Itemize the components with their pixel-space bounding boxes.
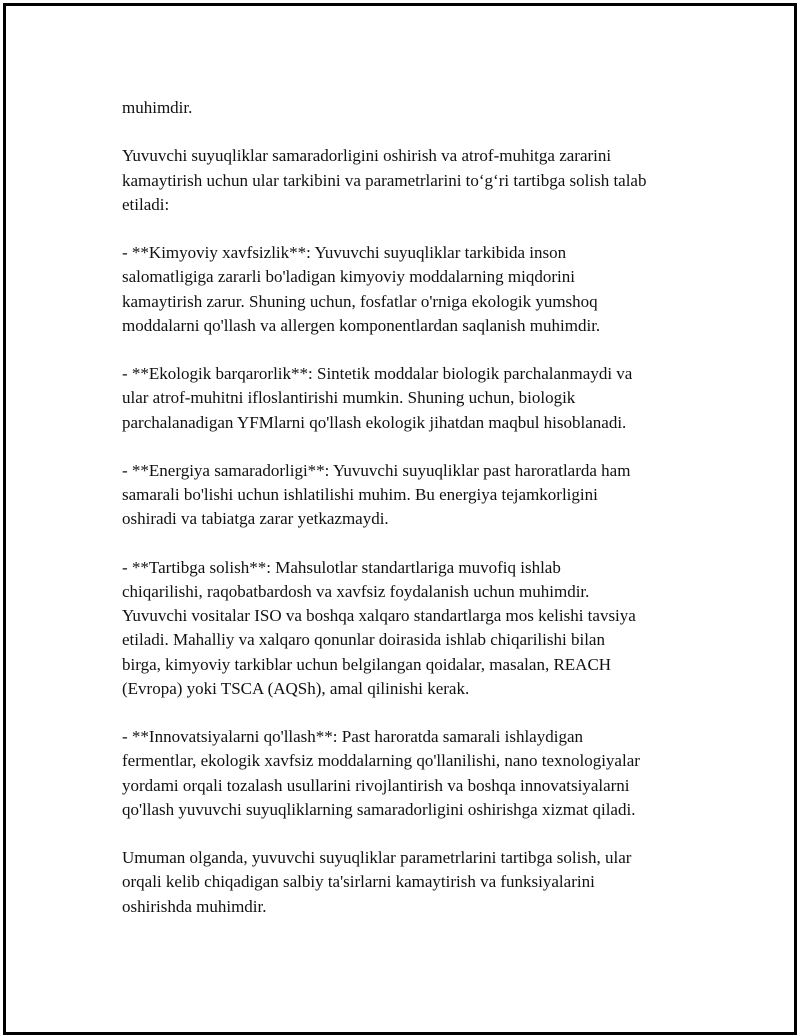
text-line: orqali kelib chiqadigan salbiy ta'sirlarni kamaytirish va funksiyalarini	[122, 872, 595, 892]
text-line: ular atrof-muhitni ifloslantirishi mumkin. Shuning uchun, biologik	[122, 388, 576, 408]
text-line: - **Kimyoviy xavfsizlik**: Yuvuvchi suyuqliklar tarkibida inson	[122, 243, 567, 263]
text-line: birga, kimyoviy tarkiblar uchun belgilangan qoidalar, masalan, REACH	[122, 654, 612, 674]
text-line: Yuvuvchi vositalar ISO va boshqa xalqaro standartlarga mos kelishi tavsiya	[122, 606, 636, 626]
text-line: - **Energiya samaradorligi**: Yuvuvchi suyuqliklar past haroratlarda ham	[122, 460, 631, 480]
text-line: - **Innovatsiyalarni qo'llash**: Past haroratda samarali ishlaydigan	[122, 727, 584, 747]
paragraph-gap	[122, 120, 712, 144]
paragraph	[122, 144, 712, 217]
text-line: yordami orqali tozalash usullarini rivojlantirish va boshqa innovatsiyalarni	[122, 775, 630, 795]
paragraph-gap	[122, 532, 712, 556]
text-line: kamaytirish zarur. Shuning uchun, fosfatlar o'rniga ekologik yumshoq	[122, 291, 598, 311]
text-line: Yuvuvchi suyuqliklar samaradorligini oshirish va atrof-muhitga zararini	[122, 146, 612, 166]
paragraph	[122, 241, 712, 338]
paragraph-gap	[122, 217, 712, 241]
text-line: muhimdir.	[122, 98, 193, 117]
text-line: oshiradi va tabiatga zarar yetkazmaydi.	[122, 509, 389, 529]
text-line: chiqarilishi, raqobatbardosh va xavfsiz foydalanish uchun muhimdir.	[122, 581, 590, 601]
paragraph-gap	[122, 435, 712, 459]
text-line: (Evropa) yoki TSCA (AQSh), amal qilinishi kerak.	[122, 678, 470, 698]
paragraph	[122, 459, 712, 532]
document-body	[122, 96, 712, 919]
page-frame	[3, 3, 797, 1035]
text-line: Umuman olganda, yuvuvchi suyuqliklar parametrlarini tartibga solish, ular	[122, 848, 632, 868]
paragraph	[122, 96, 712, 120]
text-line: samarali bo'lishi uchun ishlatilishi muhim. Bu energiya tejamkorligini	[122, 485, 598, 505]
paragraph-gap	[122, 701, 712, 725]
text-line: qo'llash yuvuvchi suyuqliklarning samaradorligini oshirishga xizmat qiladi.	[122, 799, 636, 819]
paragraph	[122, 556, 712, 701]
text-line: oshirishda muhimdir.	[122, 896, 267, 916]
paragraph	[122, 725, 712, 822]
paragraph-gap	[122, 338, 712, 362]
text-line: etiladi:	[122, 194, 170, 214]
paragraph	[122, 362, 712, 435]
text-line: - **Tartibga solish**: Mahsulotlar standartlariga muvofiq ishlab	[122, 557, 561, 577]
text-line: kamaytirish uchun ular tarkibini va parametrlarini to‘g‘ri tartibga solish talab	[122, 170, 647, 190]
text-line: salomatligiga zararli bo'ladigan kimyoviy moddalarning miqdorini	[122, 267, 575, 287]
text-line: fermentlar, ekologik xavfsiz moddalarning qo'llanilishi, nano texnologiyalar	[122, 751, 640, 771]
text-line: parchalanadigan YFMlarni qo'llash ekologik jihatdan maqbul hisoblanadi.	[122, 412, 627, 432]
paragraph-gap	[122, 822, 712, 846]
text-line: moddalarni qo'llash va allergen komponentlardan saqlanish muhimdir.	[122, 315, 601, 335]
paragraph	[122, 846, 712, 919]
text-line: etiladi. Mahalliy va xalqaro qonunlar doirasida ishlab chiqarilishi bilan	[122, 630, 605, 650]
text-line: - **Ekologik barqarorlik**: Sintetik moddalar biologik parchalanmaydi va	[122, 364, 633, 384]
